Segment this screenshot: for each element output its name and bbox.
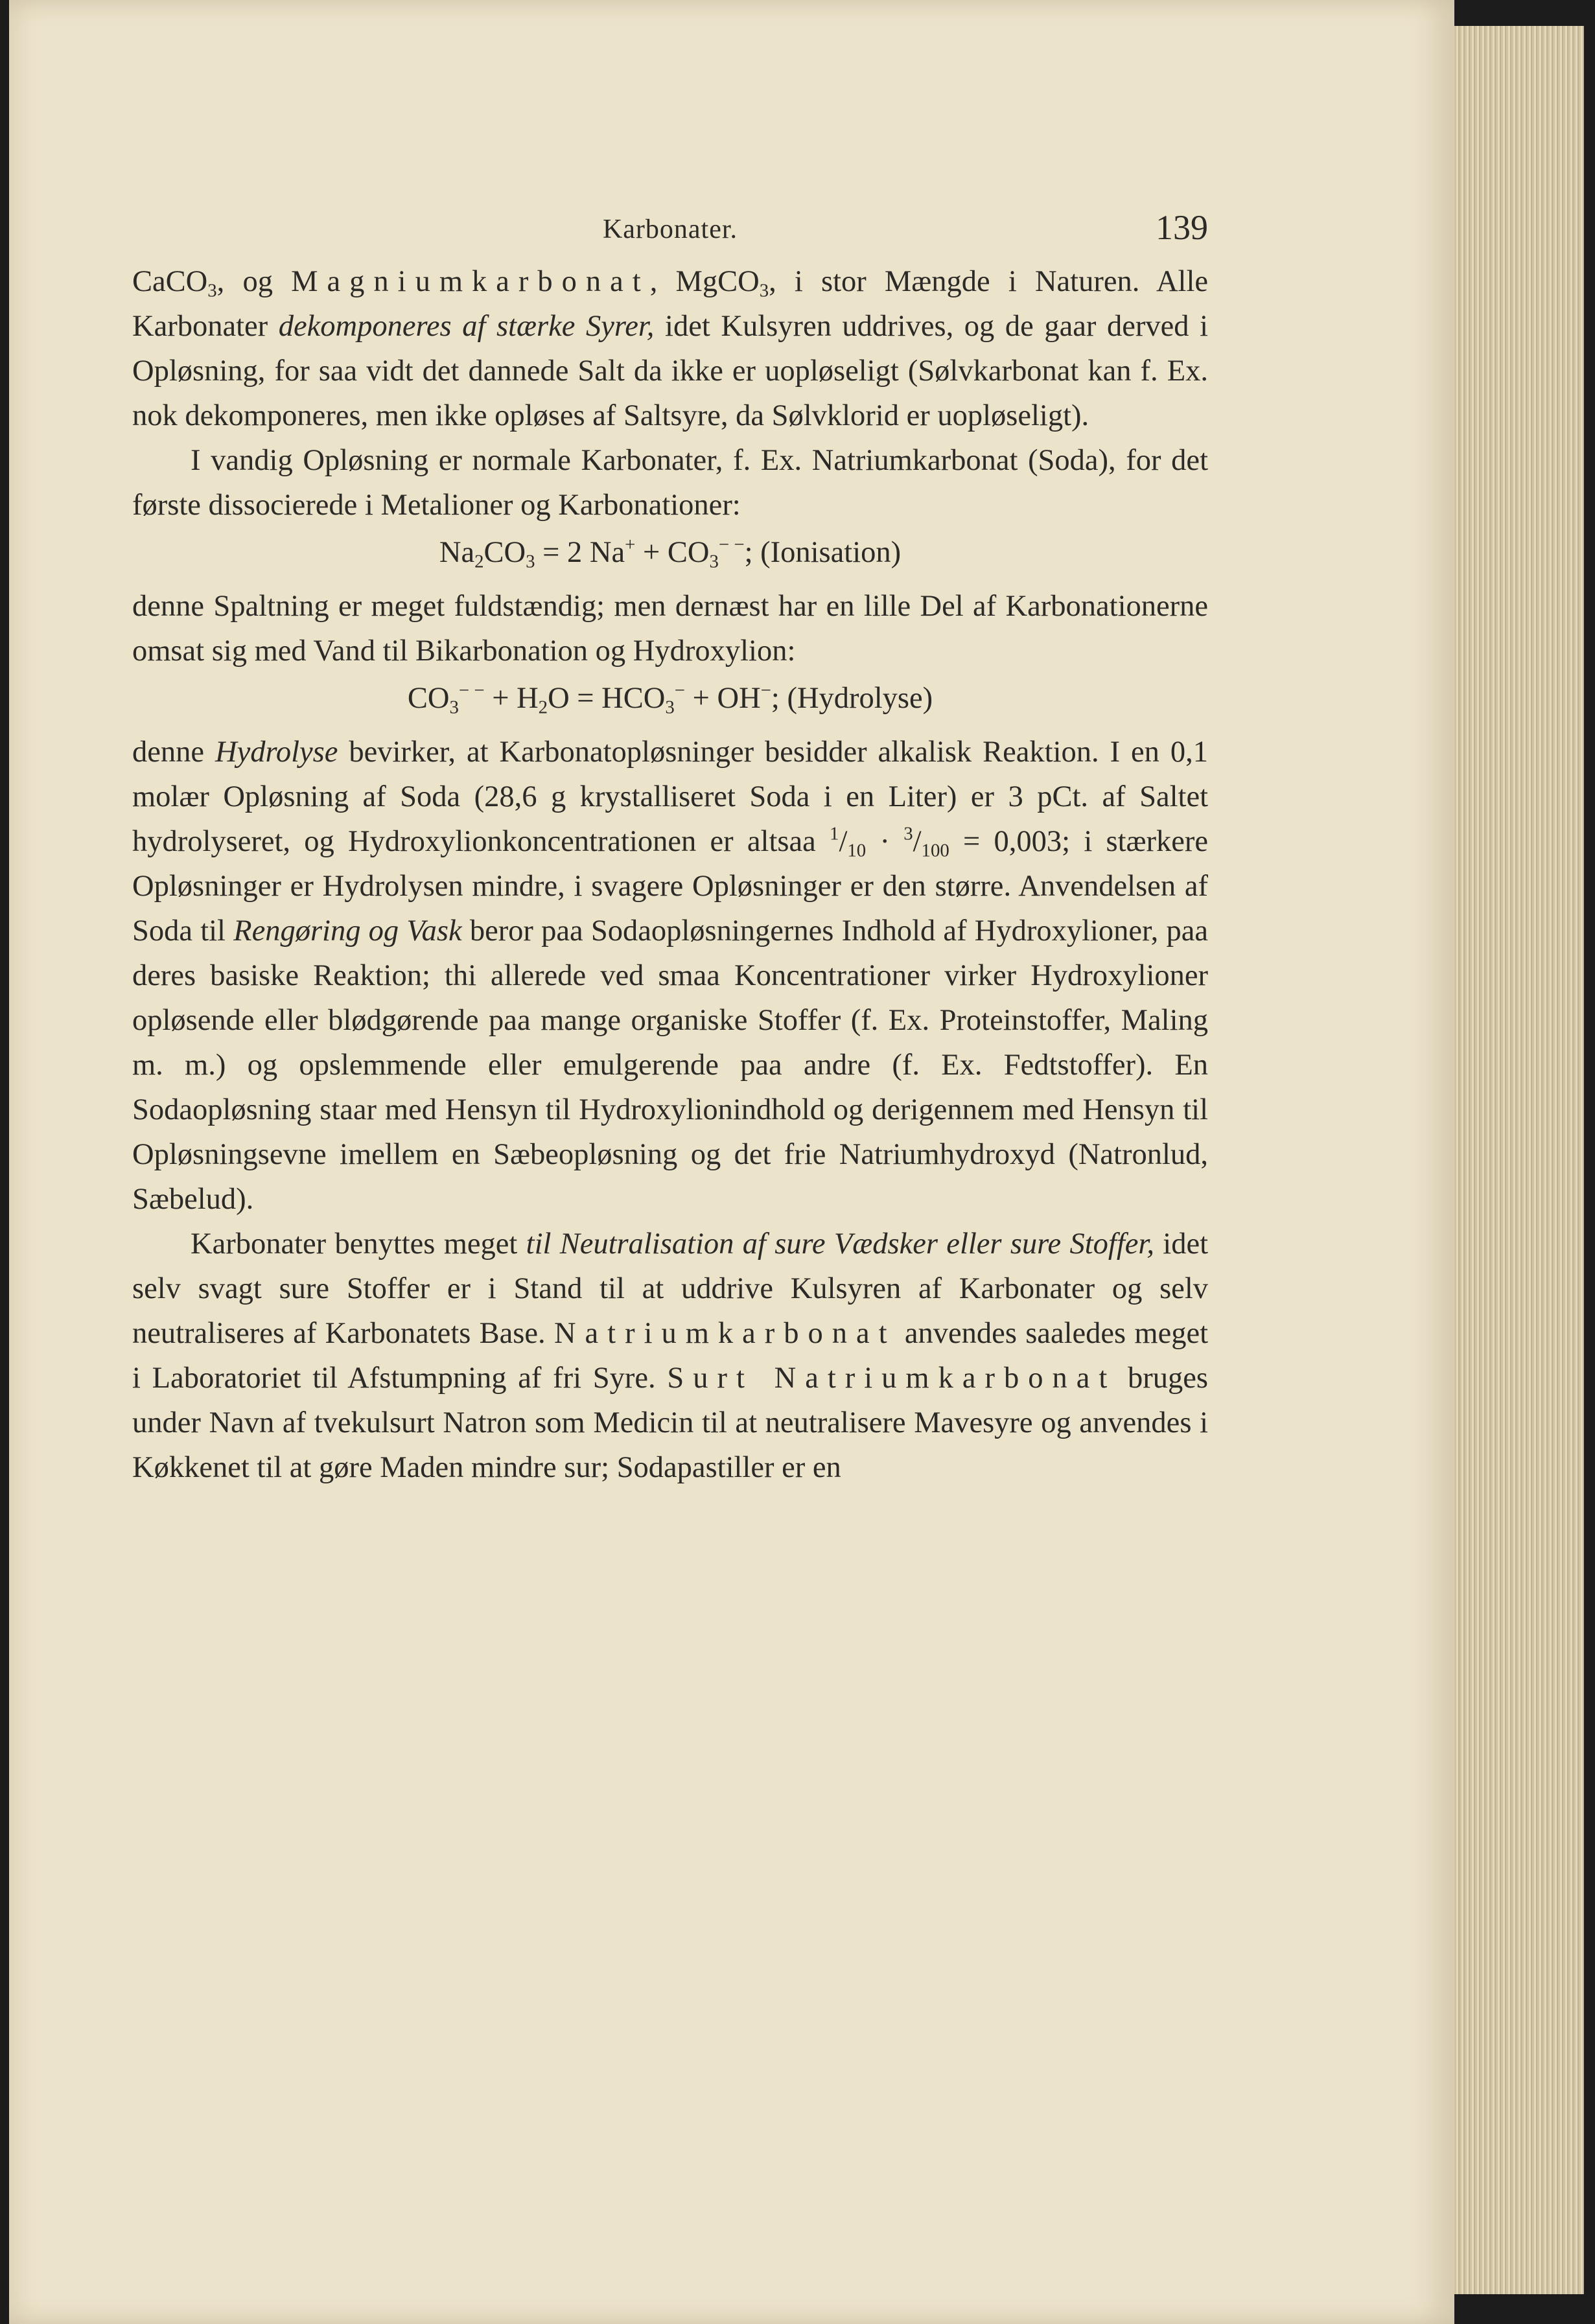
paragraph-5 [132,1222,1208,1490]
eq-term: + OH [685,682,761,715]
subscript: 2 [474,551,484,572]
eq-term: ; (Ionisation) [744,536,902,569]
page-header [132,207,1208,259]
text-run: beror paa Sodaopløsningernes Indhold af Hydroxylioner, paa deres basiske Reaktion; thi allerede ved smaa Koncentrationer virker Hydroxylioner opløsende eller blødgørende paa mange organiske Stoffer (f. Ex. Proteinstoffer, Maling m. m.) og opslemmende eller emulgerende paa andre (f. Ex. Fedtstoffer). En Sodaopløsning staar med Hensyn til Hydroxylionindhold og derigennem med Hensyn til Opløsningsevne imellem en Sæbeopløsning og det frie Natriumhydroxyd (Natronlud, Sæbelud). [132,914,1209,1216]
text-run: , og [216,265,273,298]
superscript: − − [458,680,485,701]
eq-term: Na [439,536,475,569]
italic-phrase: til Neutralisation af sure Vædsker eller sure Stoffer, [526,1227,1154,1261]
eq-term: ; (Hydrolyse) [771,682,933,715]
text-run: idet Kulsyren uddrives, og de gaar derved i Opløsning, for saa vidt det dannede Salt da ikke er uopløseligt (Sølvkarbonat kan f. Ex. nok dekomponeres, men ikke opløses af Saltsyre, da Sølvklorid er uopløseligt). [132,310,1209,432]
text-run: , MgCO [649,265,760,298]
spaced-term: Magniumkarbonat [291,265,650,298]
running-head: Karbonater. [602,215,738,244]
page-content [132,207,1208,1490]
page-edges [1454,26,1584,2294]
italic-phrase: Rengøring og Vask [233,914,462,947]
superscript: − [674,680,686,701]
text-run: anvendes saaledes meget i Laboratoriet til Afstumpning af fri Syre. [132,1317,1209,1395]
equation-ionisation [132,530,1208,575]
eq-term: + H [484,682,539,715]
text-run: bevirker, at Karbonatopløsninger besidder alkalisk Reaktion. I en 0,1 molær Opløsning af Soda (28,6 g krystalliseret Soda i en Liter) er 3 pCt. af Saltet hydrolyseret, og Hydroxylionkoncentrationen er altsaa [132,736,1209,858]
fraction-denominator: 100 [921,840,949,861]
text-run: idet selv svagt sure Stoffer er i Stand til at uddrive Kulsyren af Karbonater og selv neutraliseres af Karbonatets Base. [132,1227,1209,1350]
subscript: 3 [665,697,675,718]
text-run: denne [132,736,205,769]
fraction-denominator: 10 [847,840,867,861]
superscript: − [760,680,771,701]
spaced-term: Surt Natriumkarbonat [667,1362,1117,1395]
text-run: CaCO [132,265,208,298]
eq-term: CO [407,682,450,715]
italic-phrase: dekomponeres af stærke Syrer, [278,310,655,343]
paragraph-3: denne Spaltning er meget fuldstændig; men dernæst har en lille Del af Karbonationerne omsat sig med Vand til Bikarbonation og Hydroxylion: [132,590,1208,668]
text-run: Karbonater benyttes meget [191,1227,518,1261]
text-run: bruges under Navn af tvekulsurt Natron som Medicin til at neutralisere Mavesyre og anvendes i Køkkenet til at gøre Maden mindre sur; Sodapastiller er en [132,1362,1209,1484]
superscript: − − [718,534,745,555]
subscript: 2 [538,697,548,718]
superscript: + [625,534,636,555]
eq-term: CO [483,536,526,569]
book-page [9,0,1454,2324]
subscript: 3 [449,697,459,718]
subscript: 3 [709,551,719,572]
paragraph-2: I vandig Opløsning er normale Karbonater, f. Ex. Natriumkarbonat (Soda), for det første dissocierede i Metalioner og Karbonationer: [132,444,1208,522]
paragraph-1 [132,259,1208,438]
italic-phrase: Hydrolyse [215,736,338,769]
fraction-numerator: 3 [903,823,913,844]
subscript: 3 [759,280,769,301]
paragraph-4: denne Hydrolyse bevirker, at Karbonatopløsninger besidder alkalisk Reaktion. I en 0,1 molær Opløsning af Soda (28,6 g krystalliseret Soda i en Liter) er 3 pCt. af Saltet hydrolyseret, og Hydroxylionkoncentrationen er altsaa $^1/_{10} \cdot ^3/_{100} = 0,003$; i stærkere Opløsninger er Hydrolysen mindre, i svagere Opløsninger er den større. Anvendelsen af Soda til Rengøring og Vask beror paa Sodaopløsningernes Indhold af Hydroxylioner, paa deres basiske Reaktion; thi allerede ved smaa Koncentrationer virker Hydroxylioner opløsende eller blødgørende paa mange organiske Stoffer (f. Ex. Proteinstoffer, Maling m. m.) og opslemmende eller emulgerende paa andre (f. Ex. Fedtstoffer). En Sodaopløsning staar med Hensyn til Hydroxylionindhold og derigennem med Hensyn til Opløsningsevne imellem en Sæbeopløsning og det frie Natriumhydroxyd (Natronlud, Sæbelud). [132,736,1209,1216]
text-run: · [866,825,904,858]
eq-term: O = HCO [548,682,666,715]
page-number: 139 [1156,208,1208,247]
text-run: = 0,003; i stærkere Opløsninger er Hydrolysen mindre, i svagere Opløsninger er den større. Anvendelsen af Soda til [132,825,1209,947]
text-run: , i stor Mængde i Naturen. Alle Karbonater [132,265,1209,343]
eq-term: = 2 Na [535,536,625,569]
subscript: 3 [526,551,535,572]
fraction-numerator: 1 [830,823,839,844]
equation-hydrolyse [132,676,1208,721]
spaced-term: Natriumkarbonat [553,1317,896,1350]
subscript: 3 [207,280,217,301]
eq-term: + CO [635,536,710,569]
